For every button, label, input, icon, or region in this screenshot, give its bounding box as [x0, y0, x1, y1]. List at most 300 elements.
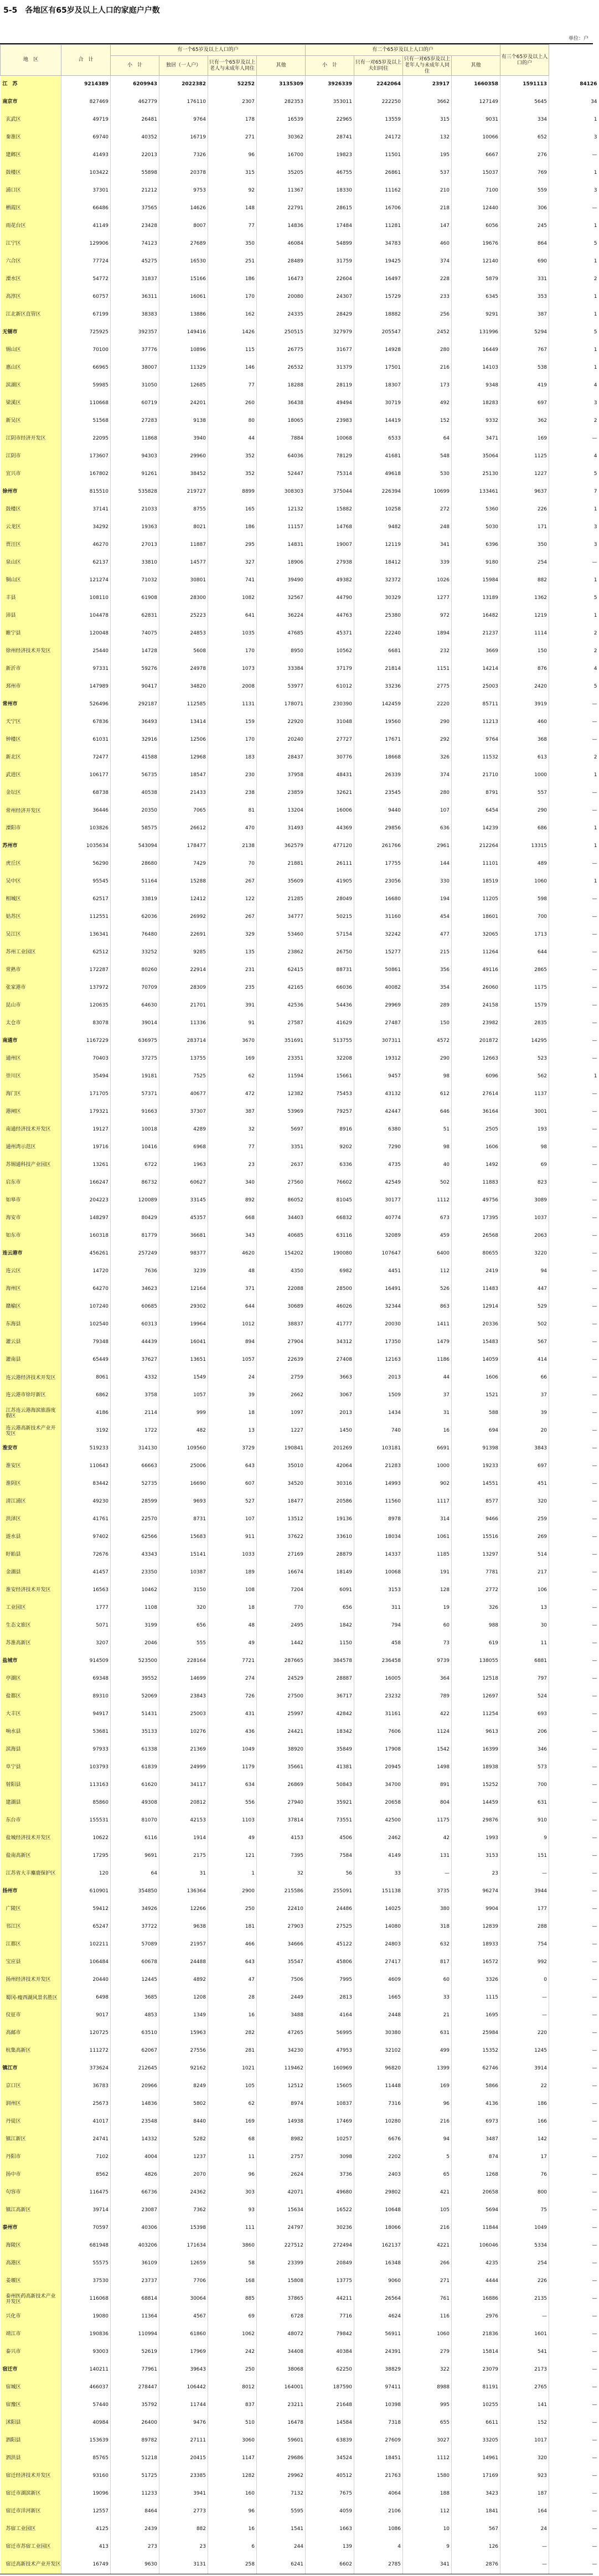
cell-value: 1521 — [452, 1387, 500, 1405]
cell-value: 16749 — [61, 2556, 111, 2574]
cell-value: 34777 — [257, 908, 306, 926]
cell-value: — — [549, 1529, 599, 1546]
cell-value: 8562 — [61, 2166, 111, 2184]
cell-value: 21033 — [111, 501, 159, 519]
cell-value: 17469 — [306, 2113, 354, 2131]
cell-value: 23428 — [111, 218, 159, 235]
cell-value: 94 — [403, 2131, 452, 2149]
cell-value: 14459 — [452, 1794, 500, 1812]
region-name: 玄武区 — [1, 111, 61, 129]
cell-value: 740 — [354, 1422, 403, 1440]
cell-value: 329 — [208, 926, 257, 944]
table-row — [1, 2326, 599, 2343]
cell-value: 4064 — [354, 2485, 403, 2503]
cell-value: 97411 — [354, 2379, 403, 2397]
cell-value: 632 — [403, 1936, 452, 1954]
table-row — [1, 1458, 599, 1475]
cell-value: 2 — [549, 625, 599, 643]
cell-value: 356 — [403, 962, 452, 979]
cell-value: 18283 — [452, 395, 500, 412]
cell-value: 74075 — [111, 625, 159, 643]
table-row — [1, 1546, 599, 1564]
cell-value: 2063 — [500, 1227, 549, 1245]
cell-value: 20966 — [111, 2078, 159, 2095]
cell-value: 228164 — [159, 1653, 208, 1670]
cell-value: 97933 — [61, 1741, 111, 1759]
cell-value: 19233 — [452, 1458, 500, 1475]
table-row — [1, 271, 599, 288]
cell-value: 1591113 — [500, 76, 549, 94]
region-name: 丹阳市 — [1, 2149, 61, 2166]
cell-value: 171705 — [61, 1086, 111, 1103]
cell-value: 94 — [500, 1263, 549, 1281]
cell-value: 6400 — [403, 1245, 452, 1263]
cell-value: — — [549, 784, 599, 802]
cell-value: 1000 — [403, 1458, 452, 1475]
cell-value: 10255 — [452, 2397, 500, 2414]
cell-value: 107647 — [354, 1245, 403, 1263]
region-name: 江苏连云港海滨旅游度假区 — [1, 1405, 61, 1422]
region-name: 淮安区 — [1, 1458, 61, 1475]
cell-value: 2624 — [257, 2166, 306, 2184]
cell-value: 4 — [549, 377, 599, 395]
cell-value: 72676 — [61, 1546, 111, 1564]
cell-value: 15984 — [452, 572, 500, 590]
region-name: 清江浦区 — [1, 1493, 61, 1511]
cell-value: 32916 — [111, 731, 159, 749]
cell-value: 1061 — [403, 1529, 452, 1546]
cell-value: 108110 — [61, 590, 111, 607]
region-name: 响水县 — [1, 1723, 61, 1741]
cell-value: 52069 — [111, 1688, 159, 1706]
cell-value: 42071 — [257, 2184, 306, 2202]
cell-value: 29969 — [354, 997, 403, 1015]
cell-value: — — [549, 2379, 599, 2397]
cell-value: 5 — [403, 2149, 452, 2166]
cell-value: 371 — [208, 1281, 257, 1298]
cell-value: — — [549, 1582, 599, 1599]
cell-value: 94917 — [61, 1706, 111, 1723]
cell-value: 16680 — [354, 891, 403, 908]
cell-value: 18477 — [257, 1493, 306, 1511]
cell-value: 346 — [500, 1741, 549, 1759]
cell-value: 7395 — [257, 1847, 306, 1865]
cell-value: 754 — [500, 1936, 549, 1954]
table-row — [1, 838, 599, 855]
cell-value: 1103 — [208, 1812, 257, 1830]
cell-value: 470 — [208, 820, 257, 838]
table-row — [1, 643, 599, 660]
cell-value: 56290 — [61, 855, 111, 873]
cell-value: 235 — [208, 979, 257, 997]
cell-value: 173 — [403, 377, 452, 395]
cell-value: 16563 — [61, 1582, 111, 1599]
cell-value: 1124 — [403, 1723, 452, 1741]
cell-value: 13414 — [159, 714, 208, 731]
cell-value: — — [549, 2556, 599, 2574]
cell-value: 10622 — [61, 1830, 111, 1847]
cell-value: 154202 — [257, 1245, 306, 1263]
cell-value: 69348 — [61, 1670, 111, 1688]
cell-value: 169 — [500, 430, 549, 448]
cell-value: 111 — [208, 2219, 257, 2237]
region-name: 连云港市徐圩新区 — [1, 1387, 61, 1405]
cell-value: 32344 — [354, 1298, 403, 1316]
table-row — [1, 1015, 599, 1033]
cell-value: 1434 — [354, 1405, 403, 1422]
cell-value: 42153 — [159, 1812, 208, 1830]
cell-value: 13775 — [306, 2273, 354, 2290]
cell-value: 20658 — [452, 2184, 500, 2202]
cell-value: 66663 — [111, 1458, 159, 1475]
table-row — [1, 1599, 599, 1617]
region-name: 南通市 — [1, 1033, 61, 1050]
cell-value: 3488 — [257, 2007, 306, 2025]
cell-value: 30689 — [257, 1298, 306, 1316]
cell-value: 697 — [500, 395, 549, 412]
region-name: 滨湖区 — [1, 377, 61, 395]
cell-value: 725925 — [61, 324, 111, 342]
cell-value: 537 — [403, 164, 452, 182]
cell-value: 3220 — [500, 1245, 549, 1263]
cell-value: 116068 — [61, 2290, 111, 2308]
cell-value: — — [549, 1103, 599, 1121]
cell-value: 1 — [549, 359, 599, 377]
cell-value: 911 — [208, 1529, 257, 1546]
cell-value: 32065 — [452, 926, 500, 944]
cell-value: — — [549, 1440, 599, 1458]
cell-value: 295 — [208, 536, 257, 554]
cell-value: 14831 — [257, 536, 306, 554]
cell-value: 526 — [403, 1281, 452, 1298]
cell-value: 27560 — [257, 1174, 306, 1192]
cell-value: 11744 — [159, 2397, 208, 2414]
cell-value: 1542 — [403, 1741, 452, 1759]
table-row — [1, 678, 599, 696]
cell-value: 59601 — [257, 2432, 306, 2450]
cell-value: 19136 — [306, 1511, 354, 1529]
cell-value: 562 — [500, 1068, 549, 1086]
cell-value: 16700 — [257, 147, 306, 164]
region-name: 雨花台区 — [1, 218, 61, 235]
cell-value: 686 — [500, 820, 549, 838]
cell-value: 19676 — [452, 235, 500, 253]
cell-value: 472 — [208, 1086, 257, 1103]
cell-value: 27417 — [354, 1954, 403, 1971]
cell-value: 391 — [208, 997, 257, 1015]
cell-value: 694 — [452, 1422, 500, 1440]
cell-value: 9291 — [452, 306, 500, 324]
cell-value: 119462 — [257, 2060, 306, 2078]
cell-value: 183 — [208, 749, 257, 767]
cell-value: 178477 — [159, 838, 208, 855]
cell-value: 193 — [500, 1121, 549, 1139]
cell-value: 21433 — [159, 784, 208, 802]
cell-value: 17671 — [354, 731, 403, 749]
cell-value: 10896 — [159, 342, 208, 359]
cell-value: 105 — [208, 2078, 257, 2095]
cell-value: 2773 — [159, 2503, 208, 2521]
cell-value: 631 — [403, 2025, 452, 2042]
cell-value: 169 — [208, 1050, 257, 1068]
table-row — [1, 182, 599, 200]
cell-value: 4136 — [452, 2095, 500, 2113]
cell-value: 17169 — [452, 2467, 500, 2485]
cell-value: — — [549, 944, 599, 962]
cell-value: 96 — [208, 147, 257, 164]
cell-value: 37565 — [111, 200, 159, 218]
cell-value: 215 — [403, 944, 452, 962]
cell-value: 27013 — [111, 536, 159, 554]
cell-value: 1509 — [354, 1387, 403, 1405]
cell-value: 21212 — [111, 182, 159, 200]
cell-value: 57371 — [111, 1086, 159, 1103]
cell-value: 103181 — [354, 1440, 403, 1458]
cell-value: 8978 — [354, 1511, 403, 1529]
cell-value: 273 — [111, 2538, 159, 2556]
cell-value: 3670 — [208, 1033, 257, 1050]
table-row — [1, 1245, 599, 1263]
cell-value: 81 — [208, 802, 257, 820]
table-row — [1, 855, 599, 873]
cell-value: 326 — [403, 749, 452, 767]
cell-value: 646 — [403, 1103, 452, 1121]
cell-value: 18547 — [159, 767, 208, 784]
cell-value: 2220 — [403, 696, 452, 714]
cell-value: 50843 — [306, 1777, 354, 1794]
cell-value: 5 — [549, 590, 599, 607]
region-name: 建邺区 — [1, 147, 61, 164]
cell-value: 18938 — [452, 1759, 500, 1777]
cell-value: 147989 — [61, 678, 111, 696]
cell-value: 33205 — [452, 2432, 500, 2450]
cell-value: 59412 — [61, 1901, 111, 1918]
cell-value: 141 — [500, 2397, 549, 2414]
cell-value: 9138 — [159, 412, 208, 430]
cell-value: 387 — [500, 306, 549, 324]
cell-value: 1150 — [306, 1635, 354, 1653]
table-row — [1, 2379, 599, 2397]
cell-value: 57440 — [61, 2397, 111, 2414]
cell-value: 248 — [403, 519, 452, 536]
table-row — [1, 1759, 599, 1777]
cell-value: 290 — [403, 1050, 452, 1068]
cell-value: 4235 — [452, 2255, 500, 2273]
cell-value: 43132 — [354, 1086, 403, 1103]
cell-value: — — [549, 200, 599, 218]
cell-value: 4609 — [354, 1971, 403, 1989]
cell-value: 607 — [208, 1475, 257, 1493]
cell-value: 77961 — [111, 2361, 159, 2379]
cell-value: 66736 — [111, 2184, 159, 2202]
cell-value: 1125 — [500, 448, 549, 466]
cell-value: 69740 — [61, 129, 111, 147]
cell-value: 910 — [500, 1812, 549, 1830]
cell-value: 216 — [403, 2113, 452, 2131]
cell-value: 61012 — [306, 678, 354, 696]
cell-value: 35661 — [257, 1759, 306, 1777]
table-row — [1, 2485, 599, 2503]
cell-value: 14993 — [354, 1475, 403, 1493]
cell-value: 64270 — [61, 1281, 111, 1298]
cell-value: 30316 — [306, 1475, 354, 1493]
table-row — [1, 944, 599, 962]
table-row — [1, 1971, 599, 1989]
cell-value: 12412 — [159, 891, 208, 908]
cell-value: 47953 — [306, 2042, 354, 2060]
cell-value: 216 — [403, 2219, 452, 2237]
cell-value: 2420 — [500, 678, 549, 696]
cell-value: — — [549, 1192, 599, 1210]
cell-value: 421 — [403, 2184, 452, 2202]
cell-value: 11483 — [452, 1281, 500, 1298]
cell-value: — — [549, 1954, 599, 1971]
cell-value: — — [549, 2131, 599, 2149]
cell-value: 741 — [208, 572, 257, 590]
cell-value: — — [549, 2290, 599, 2308]
cell-value: 106177 — [61, 767, 111, 784]
cell-value: 2 — [549, 749, 599, 767]
cell-value: 350 — [500, 536, 549, 554]
cell-value: 33819 — [111, 891, 159, 908]
table-row — [1, 164, 599, 182]
cell-value: 146 — [208, 359, 257, 377]
cell-value: 726 — [208, 1688, 257, 1706]
cell-value: 827469 — [61, 94, 111, 111]
cell-value: 11532 — [452, 749, 500, 767]
cell-value: 11329 — [159, 359, 208, 377]
cell-value: 41905 — [306, 873, 354, 891]
cell-value: 419 — [500, 377, 549, 395]
cell-value: 23843 — [159, 1688, 208, 1706]
cell-value: 5694 — [452, 2202, 500, 2219]
cell-value: — — [549, 2361, 599, 2379]
cell-value: 81779 — [111, 1227, 159, 1245]
cell-value: 162 — [208, 306, 257, 324]
cell-value: 1057 — [208, 1351, 257, 1369]
cell-value: 13651 — [159, 1351, 208, 1369]
cell-value: 1695 — [452, 2007, 500, 2025]
cell-value: 222250 — [354, 94, 403, 111]
cell-value: 373624 — [61, 2060, 111, 2078]
cell-value: 26532 — [257, 359, 306, 377]
table-row — [1, 749, 599, 767]
cell-value: 4350 — [257, 1263, 306, 1281]
cell-value: 18288 — [257, 377, 306, 395]
cell-value: 56995 — [306, 2025, 354, 2042]
region-name: 盐城经济技术开发区 — [1, 1830, 61, 1847]
cell-value: — — [549, 1475, 599, 1493]
cell-value: 548 — [403, 448, 452, 466]
region-name: 宿迁市苏宿工业园区 — [1, 2538, 61, 2556]
region-name: 润州区 — [1, 2095, 61, 2113]
cell-value: 35064 — [452, 448, 500, 466]
cell-value: — — [500, 1865, 549, 1883]
table-row — [1, 1830, 599, 1847]
cell-value: 25380 — [354, 607, 403, 625]
region-name: 淮安经济技术开发区 — [1, 1582, 61, 1599]
cell-value: 27525 — [306, 1918, 354, 1936]
cell-value: 1606 — [452, 1369, 500, 1387]
cell-value: 83078 — [61, 1015, 111, 1033]
cell-value: 144 — [403, 855, 452, 873]
cell-value: 8249 — [159, 2078, 208, 2095]
cell-value: 2813 — [306, 1989, 354, 2007]
cell-value: 18412 — [354, 554, 403, 572]
region-name: 镇江新区 — [1, 2131, 61, 2149]
cell-value: 353011 — [306, 94, 354, 111]
cell-value: 66832 — [306, 1210, 354, 1227]
cell-value: 16 — [208, 2521, 257, 2538]
table-row — [1, 466, 599, 483]
cell-value: 24741 — [61, 2131, 111, 2149]
cell-value: 700 — [500, 908, 549, 926]
cell-value: 26339 — [354, 767, 403, 784]
cell-value: 86052 — [257, 1192, 306, 1210]
unit-label: 单位：户 — [568, 36, 588, 42]
cell-value: 166 — [500, 2113, 549, 2131]
cell-value: 610901 — [61, 1883, 111, 1901]
cell-value: 39 — [208, 1387, 257, 1405]
cell-value: 112585 — [159, 696, 208, 714]
cell-value: 1227 — [257, 1422, 306, 1440]
cell-value: 11264 — [452, 944, 500, 962]
cell-value: — — [549, 1706, 599, 1723]
cell-value: 22570 — [111, 1511, 159, 1529]
cell-value: 16886 — [452, 2290, 500, 2308]
cell-value: 1175 — [403, 1812, 452, 1830]
cell-value: 29302 — [159, 1298, 208, 1316]
cell-value: 2 — [549, 643, 599, 660]
cell-value: 231 — [208, 962, 257, 979]
cell-value: 2759 — [257, 1369, 306, 1387]
cell-value: 1049 — [208, 1741, 257, 1759]
cell-value: — — [549, 2397, 599, 2414]
cell-value: 5879 — [452, 271, 500, 288]
cell-value: 320 — [500, 2450, 549, 2467]
cell-value: 3239 — [159, 1263, 208, 1281]
table-row — [1, 1369, 599, 1387]
cell-value: 2175 — [159, 1847, 208, 1865]
cell-value: 384578 — [306, 1653, 354, 1670]
cell-value: 543094 — [111, 838, 159, 855]
table-row — [1, 2007, 599, 2025]
region-name: 金湖县 — [1, 1564, 61, 1582]
cell-value: 988 — [452, 1617, 500, 1635]
cell-value: 18668 — [354, 749, 403, 767]
cell-value: 120089 — [111, 1192, 159, 1210]
cell-value: 11594 — [257, 1068, 306, 1086]
table-row — [1, 1918, 599, 1936]
cell-value: 436 — [208, 1723, 257, 1741]
cell-value: 93003 — [61, 2343, 111, 2361]
cell-value: 9764 — [452, 731, 500, 749]
cell-value: 3843 — [500, 1440, 549, 1458]
cell-value: 36681 — [159, 1227, 208, 1245]
cell-value: 1841 — [452, 2503, 500, 2521]
region-name: 东海县 — [1, 1316, 61, 1334]
cell-value: 83442 — [61, 1475, 111, 1493]
cell-value: 251 — [208, 253, 257, 271]
cell-value: 98 — [500, 1139, 549, 1157]
cell-value: 28599 — [111, 1493, 159, 1511]
cell-value: 1151 — [403, 660, 452, 678]
cell-value: 2242064 — [354, 76, 403, 94]
cell-value: 41777 — [306, 1316, 354, 1334]
cell-value: 612 — [403, 1086, 452, 1103]
cell-value: 74123 — [111, 235, 159, 253]
cell-value: 652 — [500, 129, 549, 147]
